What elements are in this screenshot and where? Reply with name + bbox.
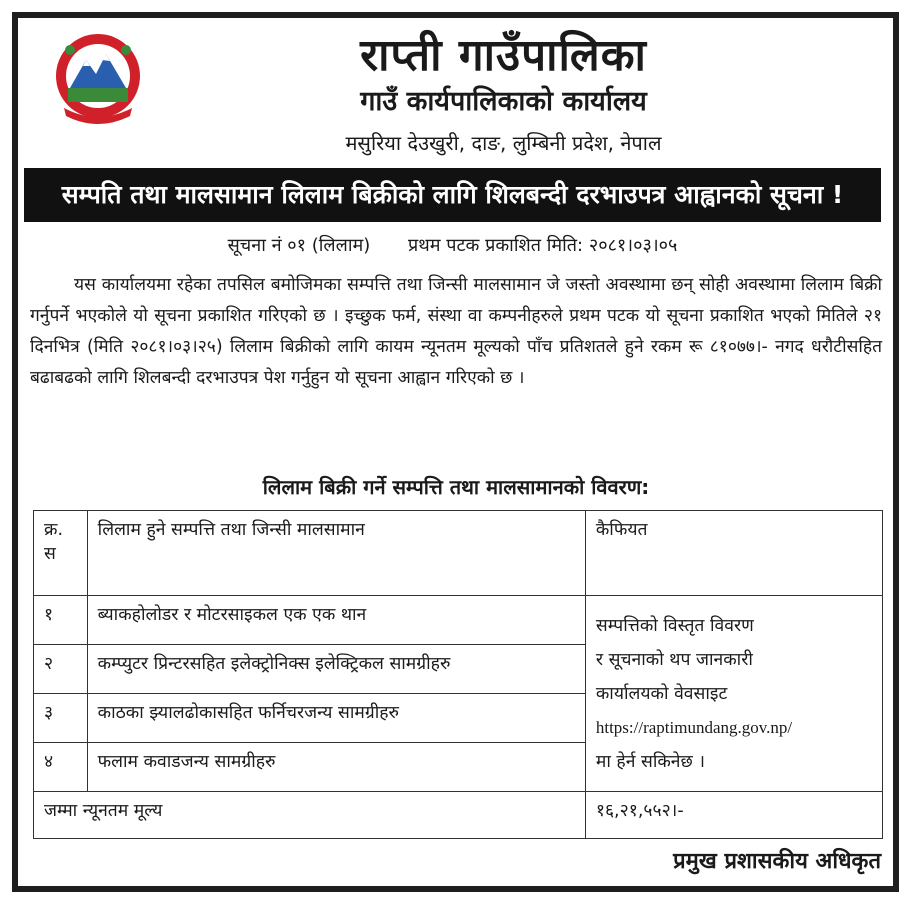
website-link[interactable]: https://raptimundang.gov.np/	[595, 717, 793, 737]
total-label: जम्मा न्यूनतम मूल्य	[34, 792, 586, 839]
header-sn: क्र. स	[34, 511, 88, 596]
notice-banner: सम्पति तथा मालसामान लिलाम बिक्रीको लागि शिलबन्दी दरभाउपत्र आह्वानको सूचना !	[24, 168, 881, 222]
row-item: फलाम कवाडजन्य सामग्रीहरु	[87, 743, 585, 792]
table-header-row	[34, 511, 883, 596]
remark-cell	[585, 596, 882, 792]
row-sn: ३	[34, 694, 88, 743]
row-sn: ४	[34, 743, 88, 792]
notice-meta	[24, 232, 881, 260]
publish-date: प्रथम पटक प्रकाशित मिति: २०८१।०३।०५	[408, 235, 678, 256]
table-row	[34, 596, 883, 645]
notice-body: यस कार्यालयमा रहेका तपसिल बमोजिमका सम्पत्ति तथा जिन्सी मालसामान जे जस्तो अवस्थामा छन् सोही अवस्थामा लिलाम बिक्री गर्नुपर्ने भएकोले यो सूचना प्रकाशित गरिएको छ । इच्छुक फर्म, संस्था वा कम्पनीहरुले प्रथम पटक यो सूचना प्रकाशित भएको मितिले २१ दिनभित्र (मिति २०८१।०३।२५) लिलाम बिक्रीको लागि कायम न्यूनतम मूल्यको पाँच प्रतिशतले हुने रकम रू ८१०७७।- नगद धरौटीसहित बढाबढको लागि शिलबन्दी दरभाउपत्र पेश गर्नुहुन यो सूचना आह्वान गरिएको छ ।	[30, 275, 882, 388]
nepal-emblem-icon	[50, 30, 146, 130]
row-sn: १	[34, 596, 88, 645]
signature: प्रमुख प्रशासकीय अधिकृत	[673, 849, 881, 874]
remark-line: मा हेर्न सकिनेछ ।	[595, 751, 705, 772]
row-item: कम्प्युटर प्रिन्टरसहित इलेक्ट्रोनिक्स इलेक्ट्रिकल सामग्रीहरु	[87, 645, 585, 694]
row-item: ब्याकहोलोडर र मोटरसाइकल एक एक थान	[87, 596, 585, 645]
header-remark: कैफियत	[585, 511, 882, 596]
header-item: लिलाम हुने सम्पत्ति तथा जिन्सी मालसामान	[87, 511, 585, 596]
office-subtitle: गाउँ कार्यपालिकाको कार्यालय	[360, 86, 647, 117]
notice-number: सूचना नं ०१ (लिलाम)	[227, 235, 371, 256]
total-value: १६,२१,५५२।-	[585, 792, 882, 839]
office-address: मसुरिया देउखुरी, दाङ, लुम्बिनी प्रदेश, नेपाल	[345, 131, 662, 155]
remark-line: सम्पत्तिको विस्तृत विवरण	[595, 615, 754, 636]
row-item: काठका झ्यालढोकासहित फर्निचरजन्य सामग्रीहरु	[87, 694, 585, 743]
items-table	[33, 510, 883, 839]
remark-line: र सूचनाको थप जानकारी	[595, 649, 753, 670]
page-title: राप्ती गाउँपालिका	[360, 30, 647, 81]
remark-line: कार्यालयको वेवसाइट	[595, 683, 728, 704]
table-heading: लिलाम बिक्री गर्ने सम्पत्ति तथा मालसामानको विवरण:	[262, 475, 650, 499]
total-row	[34, 792, 883, 839]
row-sn: २	[34, 645, 88, 694]
